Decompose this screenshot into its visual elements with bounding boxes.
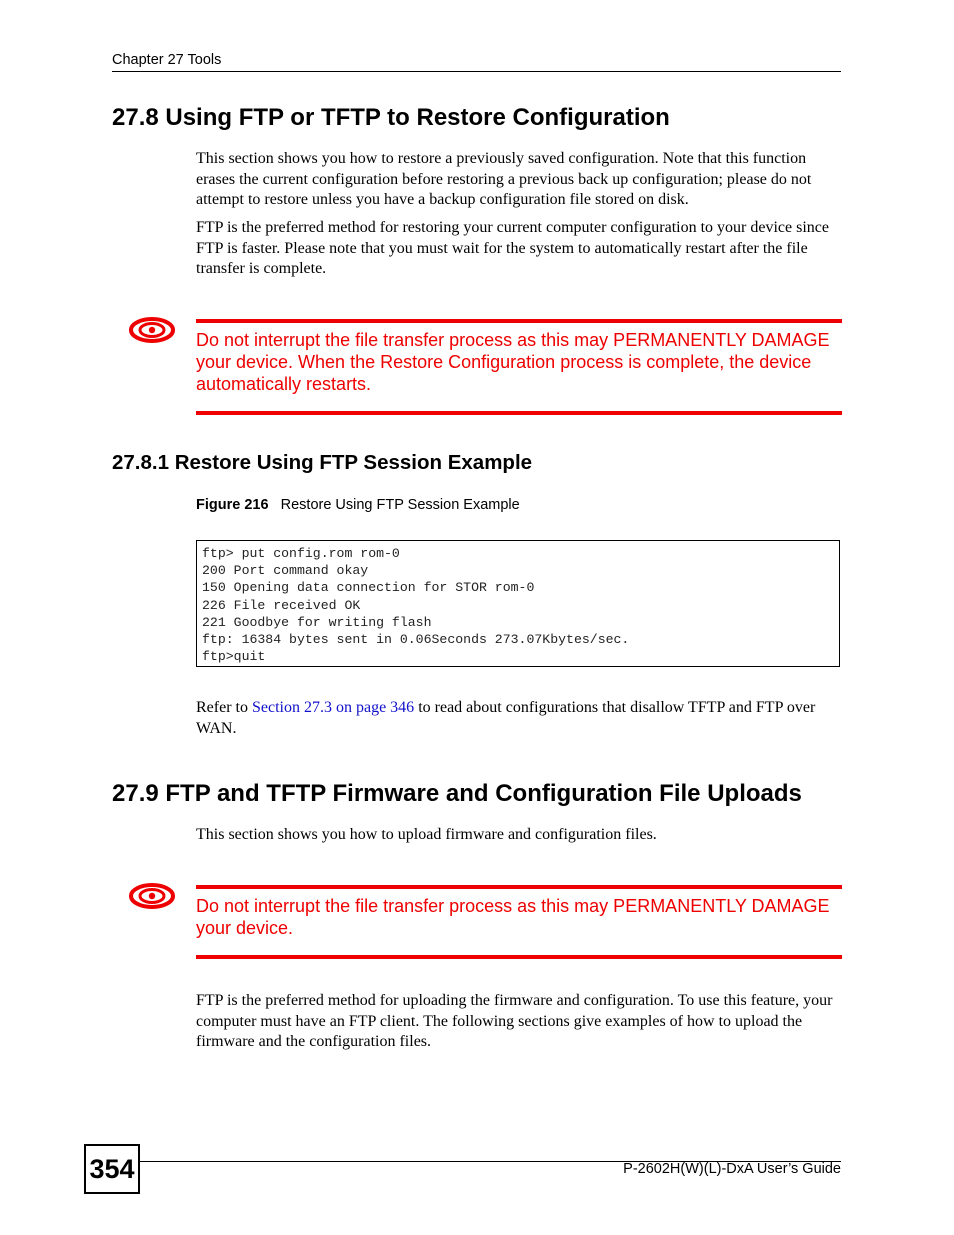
section-27-9-paragraph-1: This section shows you how to upload firmware and configuration files. [196,826,657,843]
section-27-8-1-title: 27.8.1 Restore Using FTP Session Example [112,451,533,474]
section-27-9-title: 27.9 FTP and TFTP Firmware and Configuration File Uploads [112,780,802,807]
code-line: ftp: 16384 bytes sent in 0.06Seconds 273.07Kbytes/sec. [202,632,630,648]
section-27-9-paragraph-2: FTP is the preferred method for uploading the firmware and configuration. To use this feature, your computer must have an FTP client. The following sections give examples of how to upload the firmware and the configuration files. [196,992,833,1050]
code-line: 200 Port command okay [202,563,369,579]
warning-eye-icon [128,881,176,911]
warning-eye-icon [128,315,176,345]
refer-paragraph [196,698,842,739]
refer-suffix: to read about configurations that disallow TFTP and FTP over WAN. [196,699,816,737]
guide-title: P-2602H(W)(L)-DxA User’s Guide [623,1161,841,1177]
page-number: 354 [84,1144,140,1194]
ftp-session-code-block [196,540,840,667]
chapter-header: Chapter 27 Tools [112,52,222,68]
warning-restore-text: Do not interrupt the file transfer process as this may PERMANENTLY DAMAGE your device. When the Restore Configuration process is complete, the device automatically restarts. [196,330,830,394]
figure-title: Restore Using FTP Session Example [280,497,520,513]
section-27-3-link[interactable]: Section 27.3 on page 346 [251,699,415,716]
section-27-8-paragraph-1: This section shows you how to restore a previously saved configuration. Note that this function erases the current configuration before restoring a previous back up configuration; please do not attempt to restore unless you have a backup configuration file stored on disk. [196,150,812,208]
warning-bottom-rule [196,955,842,959]
code-line: ftp>quit [202,649,266,665]
code-line: 226 File received OK [202,597,361,613]
figure-label: Figure 216 [196,497,269,513]
section-27-8-title: 27.8 Using FTP or TFTP to Restore Configuration [112,104,670,131]
warning-top-rule [196,885,842,889]
warning-bottom-rule [196,411,842,415]
header-divider [112,71,841,72]
section-27-8-paragraph-2: FTP is the preferred method for restoring your current computer configuration to your device since FTP is faster. Please note that you must wait for the system to automatically restart after the file transfer is complete. [196,219,829,277]
refer-prefix: Refer to [196,699,252,716]
code-lines [202,545,629,665]
warning-top-rule [196,319,842,323]
figure-caption [196,497,520,513]
warning-upload-text: Do not interrupt the file transfer process as this may PERMANENTLY DAMAGE your device. [196,896,830,938]
code-line: 221 Goodbye for writing flash [202,614,432,630]
code-line: 150 Opening data connection for STOR rom-0 [202,580,535,596]
code-line: ftp> put config.rom rom-0 [202,546,400,561]
